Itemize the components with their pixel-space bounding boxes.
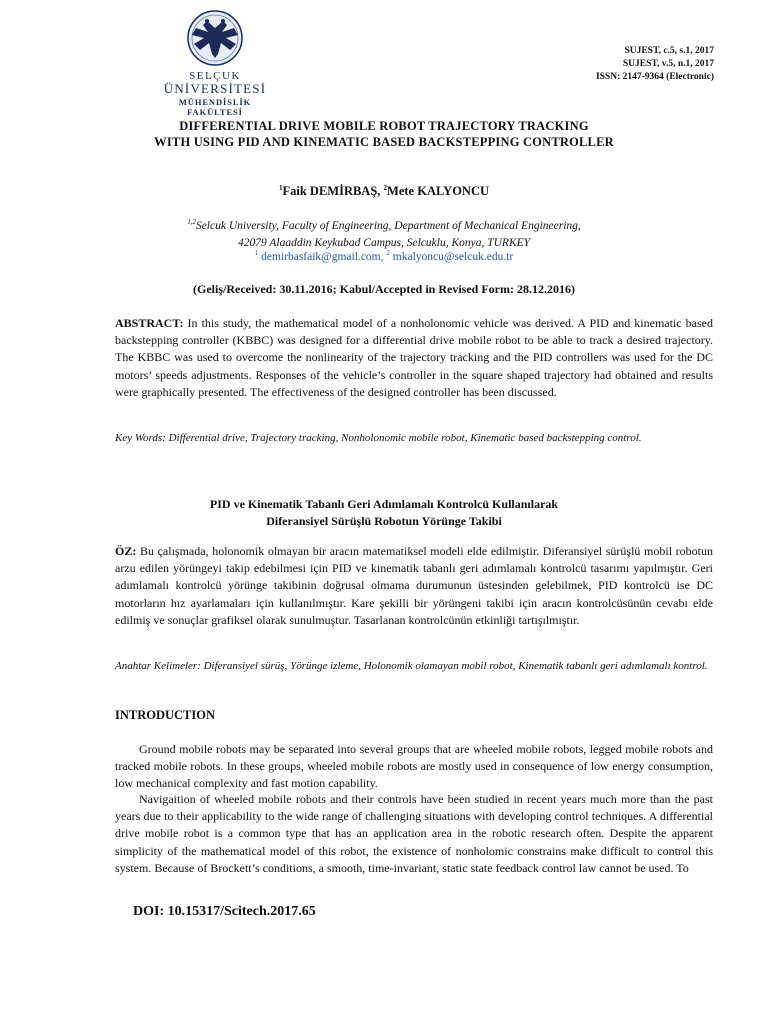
paper-title <box>100 118 668 150</box>
paper-title-line1: DIFFERENTIAL DRIVE MOBILE ROBOT TRAJECTORY TRACKING <box>179 119 589 133</box>
turkish-title <box>100 496 668 530</box>
turkish-keywords-label: Anahtar Kelimeler: <box>115 660 201 672</box>
keywords <box>115 430 713 447</box>
email-separator: , <box>380 250 387 263</box>
turkish-title-line2: Diferansiyel Sürüşlü Robotun Yörünge Takibi <box>266 514 502 528</box>
author-emails <box>100 249 668 263</box>
email2-sup: 2 <box>386 249 390 257</box>
doi: DOI: 10.15317/Scitech.2017.65 <box>133 904 316 919</box>
turkish-title-line1: PID ve Kinematik Tabanlı Geri Adımlamalı Kontrolcü Kullanılarak <box>209 497 559 511</box>
journal-issn: ISSN: 2147-9364 (Electronic) <box>595 72 714 82</box>
journal-info-en: SUJEST, v.5, n.1, 2017 <box>622 59 714 69</box>
faculty-name: MÜHENDİSLİK FAKÜLTESİ <box>178 97 252 117</box>
affiliation-sup: 1,2 <box>187 218 196 226</box>
turkish-abstract <box>115 543 713 629</box>
abstract-text: In this study, the mathematical model of a nonholonomic vehicle was derived. A PID and kinematic based backstepping controller (KBBC) was designed for a differential drive mobile robot to be able to track a desired trajectory. The KBBC was used to overcome the nonlinearity of the trajectory tracking and the PID controllers was used for the DC motors’ speeds adjustments. Responses of the vehicle’s controller in the square shaped trajectory had obtained and results were graphically presented. The effectiveness of the designed controller has been discussed. <box>115 316 713 399</box>
abstract <box>115 315 713 401</box>
author2-name: Mete KALYONCU <box>387 184 489 199</box>
oz-label: ÖZ: <box>115 544 137 558</box>
paper-title-line2: WITH USING PID AND KINEMATIC BASED BACKSTEPPING CONTROLLER <box>154 135 614 149</box>
email1-link[interactable]: demirbasfaik@gmail.com <box>261 250 381 263</box>
turkish-keywords-text: Diferansiyel sürüş, Yörünge izleme, Holonomik olamayan mobil robot, Kinematik tabanlı geri adımlamalı kontrol. <box>200 660 708 672</box>
university-name-line1: SELÇUK <box>189 70 241 82</box>
email2-link[interactable]: mkalyoncu@selcuk.edu.tr <box>392 250 514 263</box>
received-accepted-dates: (Geliş/Received: 30.11.2016; Kabul/Accepted in Revised Form: 28.12.2016) <box>193 282 575 296</box>
authors <box>100 184 668 199</box>
affiliation-line2: 42079 Alaaddin Keykubad Campus, Selcuklu, Konya, TURKEY <box>237 236 531 249</box>
author1-sup: 1 <box>278 184 283 192</box>
turkish-keywords <box>115 658 713 675</box>
journal-info-tr: SUJEST, c.5, s.1, 2017 <box>624 46 714 56</box>
affiliation-line1: Selcuk University, Faculty of Engineering, Department of Mechanical Engineering, <box>195 219 581 232</box>
journal-info <box>596 45 714 84</box>
introduction-paragraph-2: Navigaition of wheeled mobile robots and their controls have been studied in recent years much more than the past years due to their applicability to the wide range of challenging situations with developing control techniques. A differential drive mobile robot is a common type that has an application area in the robotic research often. Despite the apparent simplicity of the mathematical model of this robot, the existence of nonholomic constrains make difficult to control this system. Because of Brockett’s conditions, a smooth, time-invariant, static state feedback control law cannot be used. To <box>115 792 713 875</box>
introduction-paragraph-1: Ground mobile robots may be separated into several groups that are wheeled mobile robots, legged mobile robots and tracked mobile robots. In these groups, wheeled mobile robots are mostly used in consequence of low energy consumption, low mechanical complexity and fast motion capability. <box>115 742 713 791</box>
keywords-label: Key Words: <box>115 432 166 444</box>
university-name-line2: ÜNİVERSİTESİ <box>163 81 267 96</box>
university-logo <box>150 8 280 117</box>
double-headed-eagle-icon <box>174 8 256 68</box>
oz-text: Bu çalışmada, holonomik olmayan bir aracın matematiksel modeli elde edilmiştir. Diferansiyel sürüşlü mobil robotun arzu edilen yörüngeyi takip edebilmesi için PID ve kinematik tabanlı geri adımlamalı kontrolcü tasarımı yapılmıştır. Geri adımlamalı kontrolcü yörünge takibinin doğrusal olmama durumunun üstesinden gelebilmek, PID kontrolcü ise DC motorların hız ayarlamaları için kullanılmıştır. Kare şekilli bir yörüngeni takibi için aracın kontrolcüsünün cevabı elde edilmiş ve sonuçlar grafiksel olarak sunulmuştur. Tasarlanan kontrolcünün etkinliği tartışılmıştır. <box>115 544 713 627</box>
email1-sup: 1 <box>254 249 259 257</box>
introduction-heading: INTRODUCTION <box>115 708 216 722</box>
keywords-text: Differential drive, Trajectory tracking, Nonholonomic mobile robot, Kinematic based backstepping control. <box>165 432 642 444</box>
author2-sup: 2 <box>383 184 388 192</box>
author1-name: Faik DEMİRBAŞ, <box>282 184 384 199</box>
affiliation <box>100 214 668 252</box>
abstract-label: ABSTRACT: <box>115 316 184 330</box>
